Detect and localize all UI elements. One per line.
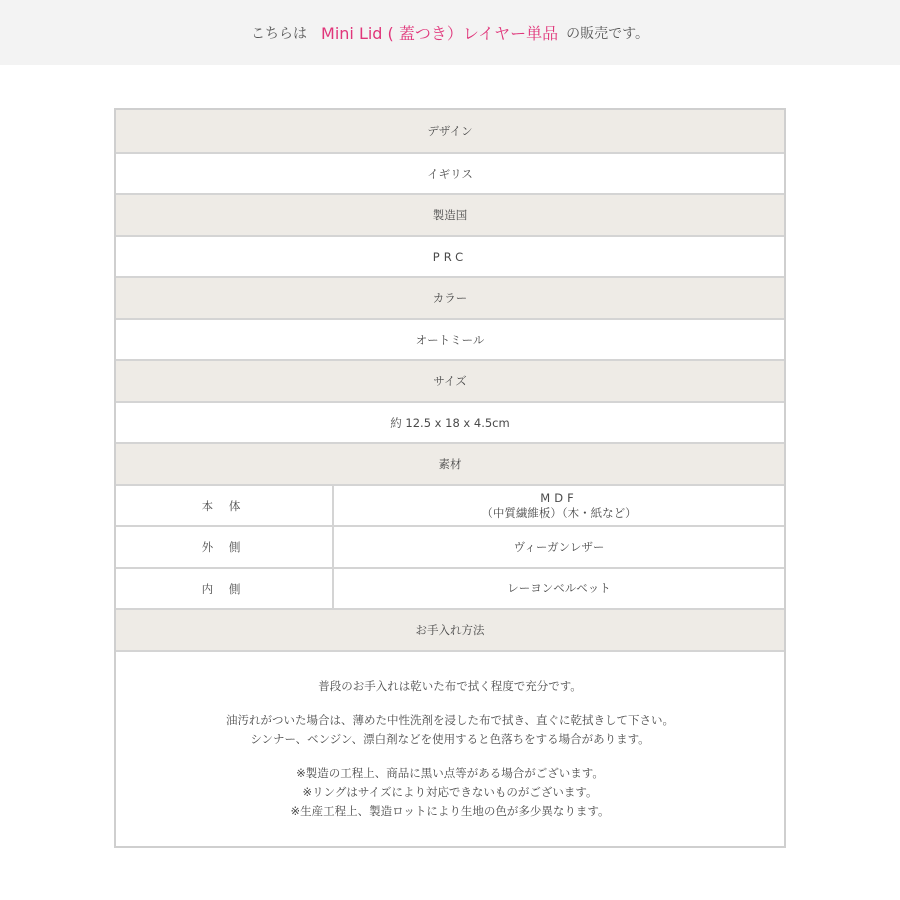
material-value: レーヨンベルベット [507, 581, 611, 595]
country-value: PRC [116, 235, 784, 276]
material-value: ヴィーガンレザー [513, 539, 605, 554]
sales-notice-banner [0, 0, 900, 65]
care-line: 普段のお手入れは乾いた布で拭く程度で充分です。 [318, 679, 582, 693]
material-row-outer [116, 525, 784, 567]
material-label: 内 側 [116, 569, 334, 608]
care-note: ※生産工程上、製造ロットにより生地の色が多少異なります。 [290, 804, 610, 818]
size-value: 約 12.5 x 18 x 4.5cm [116, 401, 784, 442]
material-row-body [116, 484, 784, 525]
care-line: 油汚れがついた場合は、薄めた中性洗剤を浸した布で拭き、直ぐに乾拭きして下さい。 [225, 713, 675, 727]
care-note: ※リングはサイズにより対応できないものがございます。 [302, 785, 598, 799]
banner-prefix: こちらは [251, 25, 308, 42]
size-header: サイズ [116, 359, 784, 401]
color-value: オートミール [116, 318, 784, 359]
care-note: ※製造の工程上、商品に黒い点等がある場合がございます。 [296, 766, 604, 780]
care-instructions [116, 650, 784, 846]
material-value: MDF [540, 490, 578, 505]
design-header: デザイン [116, 110, 784, 152]
design-value: イギリス [116, 152, 784, 193]
spec-table [114, 108, 786, 848]
material-label: 本 体 [116, 486, 334, 525]
banner-suffix: の販売です。 [566, 25, 649, 42]
care-header: お手入れ方法 [116, 608, 784, 650]
color-header: カラー [116, 276, 784, 318]
material-note: （中質繊維板）（木・紙など） [481, 505, 637, 520]
material-header: 素材 [116, 442, 784, 484]
country-header: 製造国 [116, 193, 784, 235]
care-line: シンナー、ベンジン、漂白剤などを使用すると色落ちをする場合があります。 [250, 732, 650, 746]
material-row-inner [116, 567, 784, 608]
material-label: 外 側 [116, 527, 334, 567]
product-name-highlight: Mini Lid ( 蓋つき）レイヤー単品 [321, 24, 559, 43]
material-value-cell [334, 486, 784, 525]
